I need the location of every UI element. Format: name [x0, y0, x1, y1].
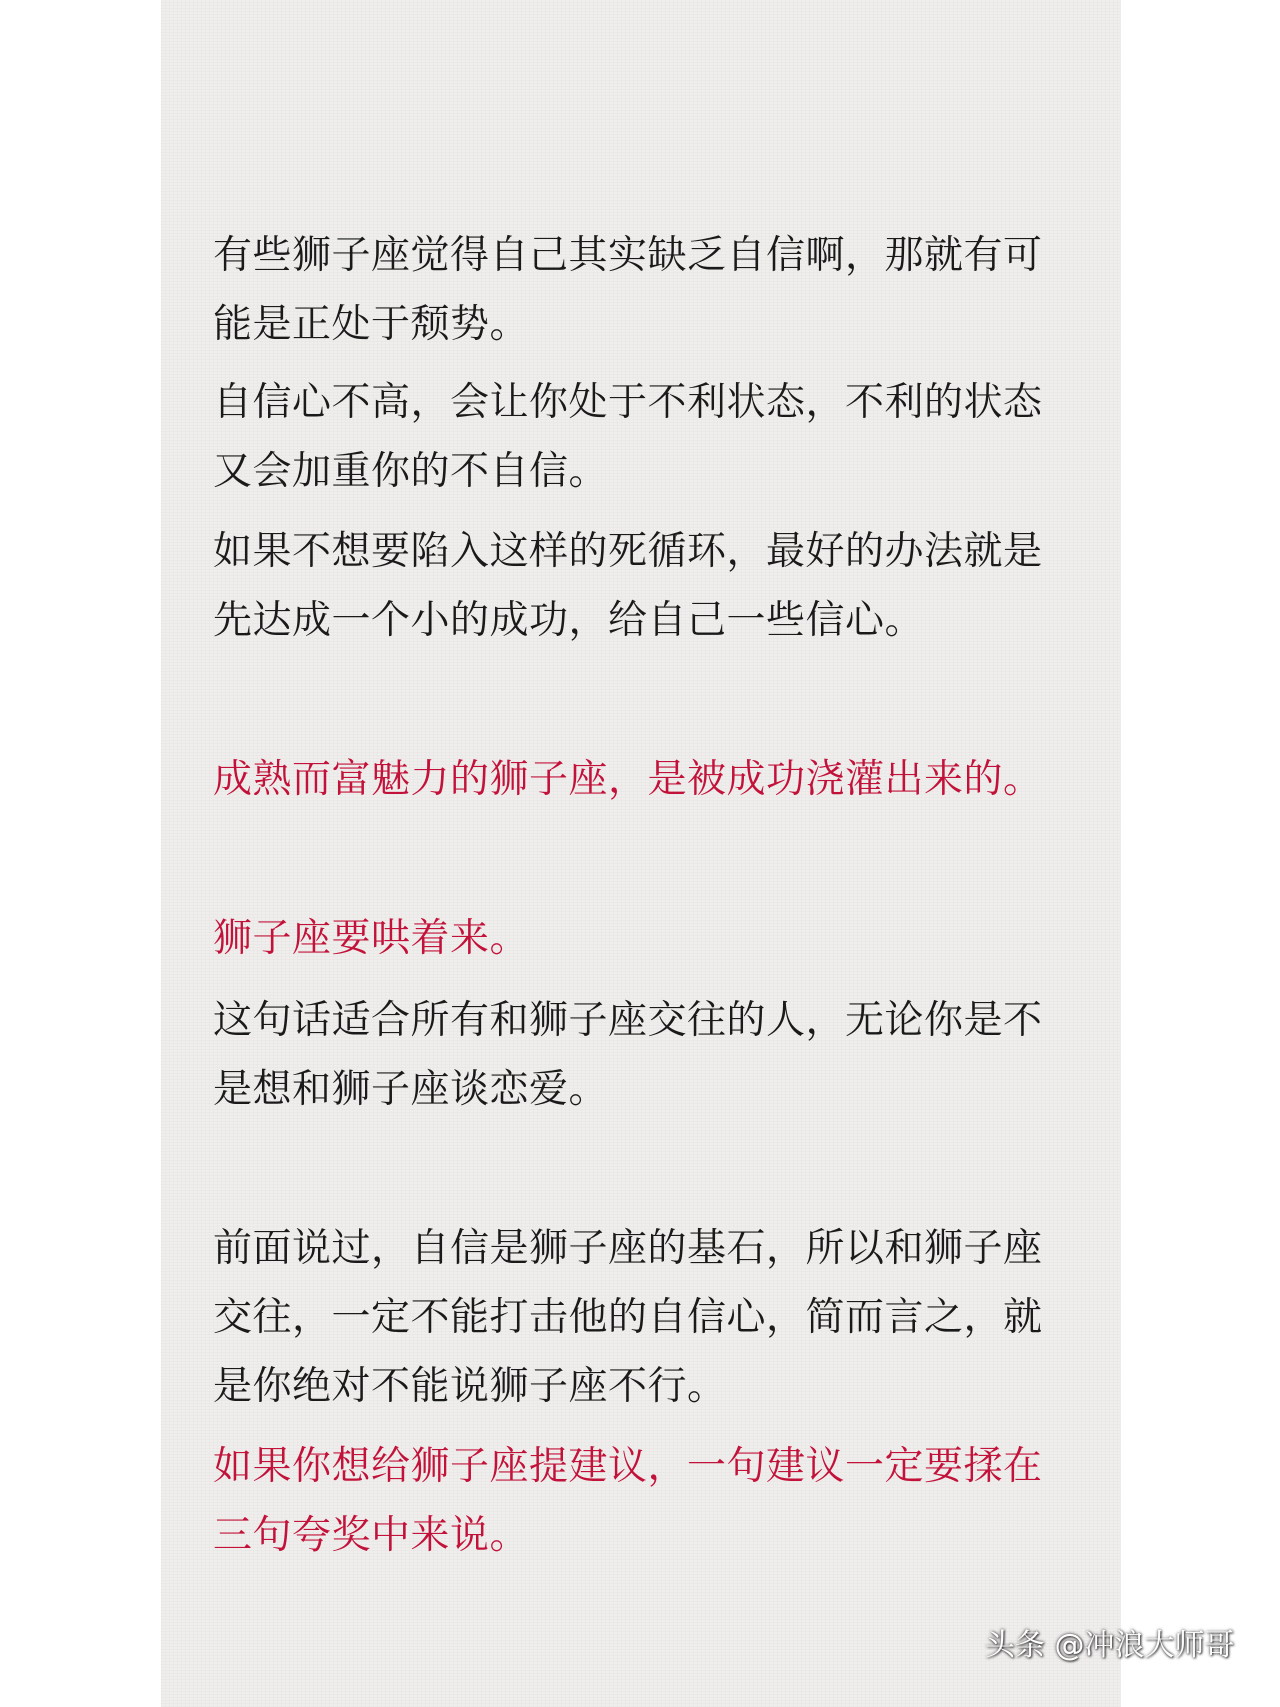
paragraph-5-line-3: 是你绝对不能说狮子座不行。	[213, 1364, 727, 1409]
highlight-1-line: 成熟而富魅力的狮子座，是被成功浇灌出来的。	[213, 757, 1043, 802]
highlight-2-line: 狮子座要哄着来。	[213, 916, 530, 961]
watermark: 头条 @冲浪大师哥	[985, 1628, 1235, 1663]
highlight-2	[213, 904, 1053, 973]
paragraph-3-line-2: 先达成一个小的成功，给自己一些信心。	[213, 598, 925, 643]
highlight-3-line-1: 如果你想给狮子座提建议，一句建议一定要揉在	[213, 1444, 1043, 1489]
paragraph-5-line-2: 交往，一定不能打击他的自信心，简而言之，就	[213, 1295, 1043, 1340]
highlight-3	[213, 1432, 1053, 1570]
paragraph-5	[213, 1214, 1053, 1421]
paragraph-2	[213, 368, 1053, 506]
paragraph-2-line-2: 又会加重你的不自信。	[213, 449, 609, 494]
paragraph-5-line-1: 前面说过，自信是狮子座的基石，所以和狮子座	[213, 1226, 1043, 1271]
paragraph-1-line-1: 有些狮子座觉得自己其实缺乏自信啊，那就有可	[213, 233, 1043, 278]
paragraph-3	[213, 517, 1053, 655]
paragraph-4-line-2: 是想和狮子座谈恋爱。	[213, 1067, 609, 1112]
paragraph-2-line-1: 自信心不高，会让你处于不利状态，不利的状态	[213, 380, 1043, 425]
paragraph-3-line-1: 如果不想要陷入这样的死循环，最好的办法就是	[213, 529, 1043, 574]
paragraph-1-line-2: 能是正处于颓势。	[213, 302, 530, 347]
paragraph-1	[213, 221, 1053, 359]
paragraph-4-line-1: 这句话适合所有和狮子座交往的人，无论你是不	[213, 998, 1043, 1043]
highlight-3-line-2: 三句夸奖中来说。	[213, 1513, 530, 1558]
paragraph-4	[213, 986, 1053, 1124]
highlight-1	[213, 745, 1053, 814]
